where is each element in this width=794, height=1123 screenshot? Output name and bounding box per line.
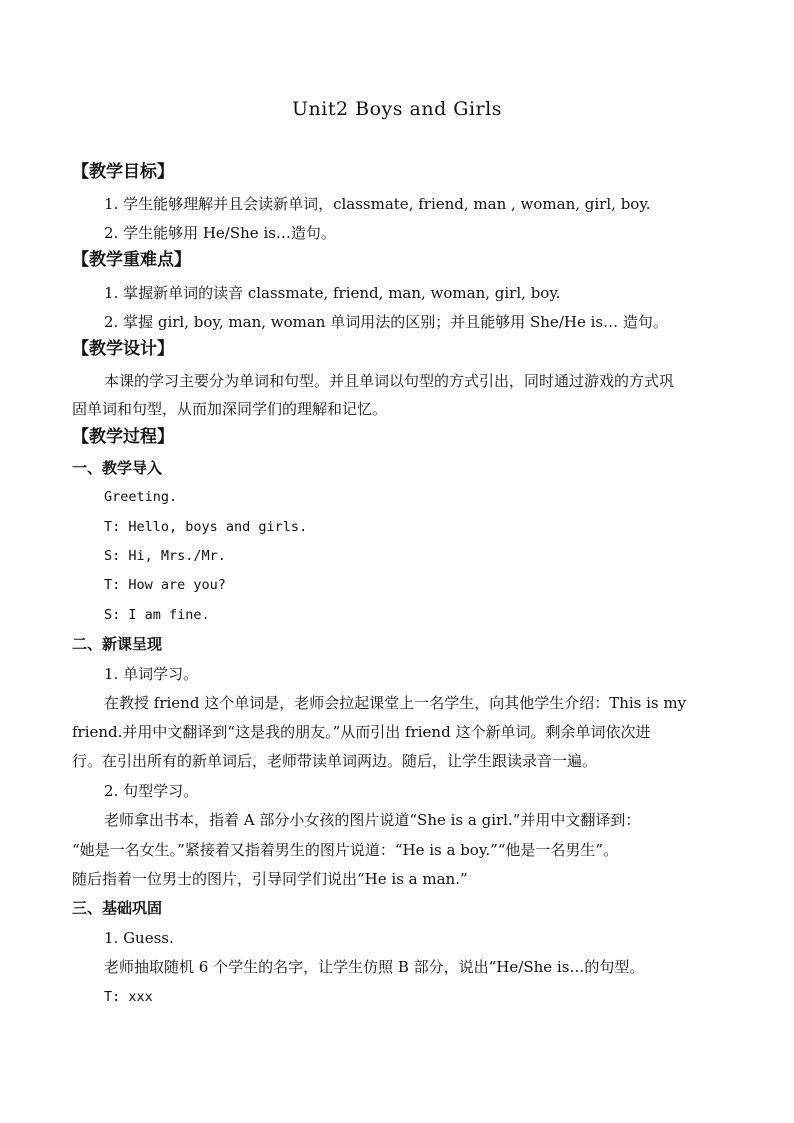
guess-line-2: T: xxx — [104, 989, 153, 1005]
design-paragraph-line-1: 本课的学习主要分为单词和句型。并且单词以句型的方式引出，同时通过游戏的方式巩 — [104, 372, 675, 390]
word-learning-line-1: 在教授 friend 这个单词是，老师会拉起课堂上一名学生，向其他学生介绍：This is my — [104, 694, 687, 712]
guess-title: 1. Guess. — [104, 929, 174, 947]
dialogue-line: T: Hello, boys and girls. — [104, 519, 308, 535]
subheading-lead-in: 一、教学导入 — [72, 459, 163, 477]
heading-teaching-process: 【教学过程】 — [72, 427, 174, 447]
objective-1: 1. 学生能够理解并且会读新单词，classmate, friend, man , woman, girl, boy. — [104, 195, 651, 213]
word-learning-line-3: 行。在引出所有的新单词后，老师带读单词两边。随后，让学生跟读录音一遍。 — [72, 752, 598, 770]
objective-2: 2. 学生能够用 He/She is…造句。 — [104, 224, 336, 242]
heading-teaching-design: 【教学设计】 — [72, 339, 174, 359]
word-learning-title: 1. 单词学习。 — [104, 665, 199, 683]
dialogue-line: T: How are you? — [104, 577, 226, 593]
guess-line-1: 老师抽取随机 6 个学生的名字，让学生仿照 B 部分，说出“He/She is…的句型。 — [104, 958, 645, 976]
subheading-new-lesson: 二、新课呈现 — [72, 635, 163, 653]
document-title: Unit2 Boys and Girls — [292, 98, 502, 120]
heading-teaching-objectives: 【教学目标】 — [72, 162, 174, 182]
key-point-1: 1. 掌握新单词的读音 classmate, friend, man, woman, girl, boy. — [104, 284, 561, 302]
greeting-text: Greeting. — [104, 489, 178, 505]
sentence-learning-line-3: 随后指着一位男士的图片，引导同学们说出“He is a man.” — [72, 870, 468, 888]
sentence-learning-line-1: 老师拿出书本，指着 A 部分小女孩的图片说道“She is a girl.”并用中文翻译到： — [104, 811, 641, 829]
subheading-consolidation: 三、基础巩固 — [72, 899, 163, 917]
word-learning-line-2: friend.并用中文翻译到“这是我的朋友。”从而引出 friend 这个新单词。剩余单词依次进 — [72, 723, 651, 741]
design-paragraph-line-2: 固单词和句型，从而加深同学们的理解和记忆。 — [72, 400, 388, 418]
sentence-learning-title: 2. 句型学习。 — [104, 782, 199, 800]
dialogue-line: S: I am fine. — [104, 607, 210, 623]
heading-key-points: 【教学重难点】 — [72, 250, 191, 270]
key-point-2: 2. 掌握 girl, boy, man, woman 单词用法的区别；并且能够用 She/He is… 造句。 — [104, 313, 668, 331]
sentence-learning-line-2: “她是一名女生。”紧接着又指着男生的图片说道：“He is a boy.”“他是一名男生”。 — [72, 841, 619, 859]
dialogue-line: S: Hi, Mrs./Mr. — [104, 548, 226, 564]
